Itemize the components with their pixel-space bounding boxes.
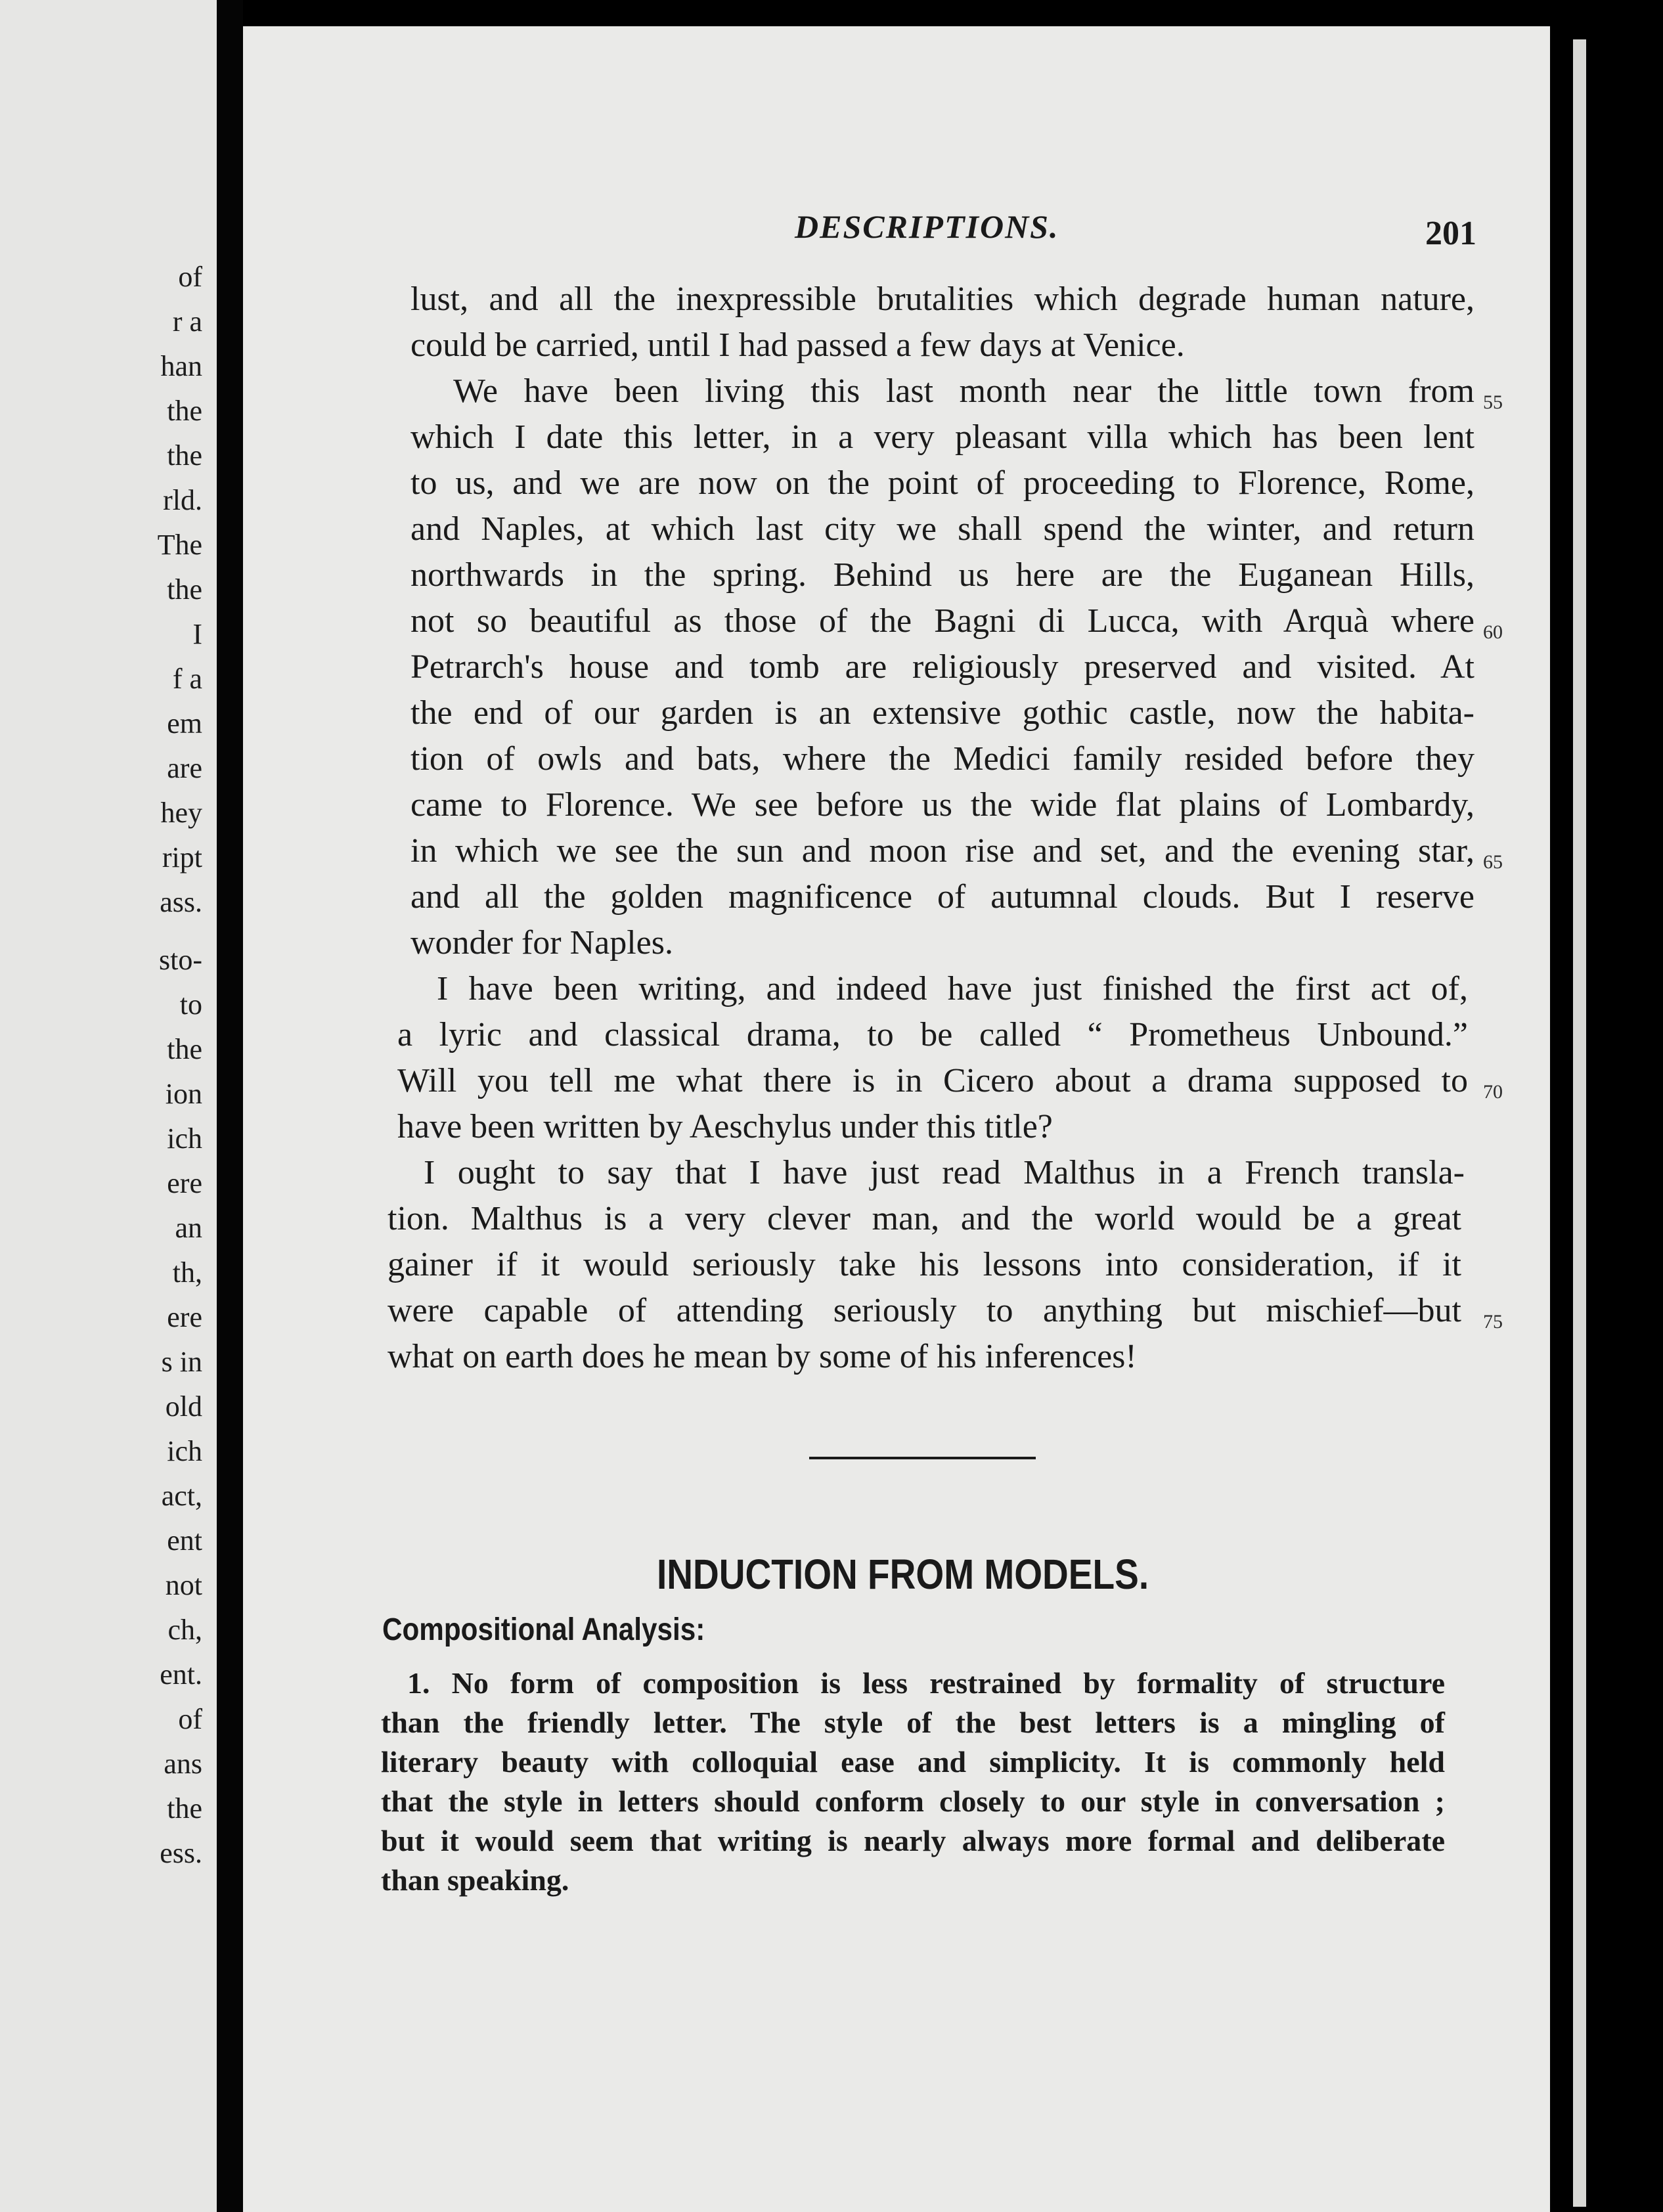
subheading: Compositional Analysis: [382, 1612, 705, 1647]
left-page-fragment: the [167, 573, 202, 606]
left-page-fragment: to [179, 988, 202, 1021]
body-line: northwards in the spring. Behind us here are the Euganean Hills, [410, 556, 1475, 594]
left-page-fragment: the [167, 1792, 202, 1825]
body-line: in which we see the sun and moon rise and set, and the evening star, [410, 832, 1475, 870]
left-page-fragment: ass. [160, 886, 202, 918]
left-page-fragment: ich [167, 1435, 202, 1467]
body-line: were capable of attending seriously to anything but mischief—but [388, 1292, 1461, 1329]
body-line: and all the golden magnificence of autumnal clouds. But I reserve [410, 878, 1475, 916]
left-page-fragment: of [178, 1703, 202, 1735]
left-page-fragment: han [160, 350, 202, 382]
left-page-fragment: I [192, 618, 202, 650]
left-page-fragment: ript [162, 841, 202, 874]
body-line: I ought to say that I have just read Malthus in a French transla- [424, 1154, 1465, 1191]
analysis-line: that the style in letters should conform closely to our style in conversation ; [381, 1784, 1445, 1818]
left-page-fragment: the [167, 1033, 202, 1065]
analysis-line: than the friendly letter. The style of the best letters is a mingling of [381, 1706, 1445, 1739]
book-gutter [217, 0, 243, 2212]
left-page-fragment: s in [161, 1346, 202, 1378]
left-page-fragment: sto- [159, 944, 202, 976]
line-number: 55 [1483, 391, 1503, 413]
left-page-fragment: ess. [160, 1837, 202, 1869]
body-line: the end of our garden is an extensive gothic castle, now the habita- [410, 694, 1475, 732]
line-number: 75 [1483, 1311, 1503, 1333]
left-page-fragment: ch, [167, 1614, 202, 1646]
page-number: 201 [1425, 215, 1476, 252]
left-page-fragment: th, [172, 1256, 202, 1289]
left-page-fragment: the [167, 395, 202, 427]
section-heading: INDUCTION FROM MODELS. [657, 1551, 1149, 1598]
analysis-line: than speaking. [381, 1863, 569, 1897]
body-line: came to Florence. We see before us the wide flat plains of Lombardy, [410, 786, 1475, 824]
left-page-fragment: ent [167, 1524, 202, 1557]
body-line: wonder for Naples. [410, 924, 673, 962]
running-head: DESCRIPTIONS. [795, 208, 1059, 245]
analysis-line: literary beauty with colloquial ease and simplicity. It is commonly held [381, 1745, 1445, 1779]
left-page-fragment: ent. [160, 1658, 202, 1691]
left-page-fragment: em [167, 707, 202, 740]
left-page-fragment: r a [172, 305, 202, 338]
section-divider [809, 1457, 1036, 1459]
body-line: lust, and all the inexpressible brutalities which degrade human nature, [410, 280, 1475, 318]
left-page-fragment: ich [167, 1122, 202, 1155]
left-page-fragment: act, [161, 1480, 202, 1512]
body-line: Petrarch's house and tomb are religiously preserved and visited. At [410, 648, 1475, 686]
body-line: a lyric and classical drama, to be called “ Prometheus Unbound.” [397, 1016, 1468, 1053]
left-page-fragment: ans [164, 1748, 202, 1780]
page-edge-strip [1573, 39, 1586, 2207]
line-number: 70 [1483, 1081, 1503, 1103]
left-page-fragment: rld. [163, 484, 202, 516]
left-page-fragment: f a [172, 663, 202, 695]
left-page-fragment: ere [167, 1167, 202, 1199]
body-line: I have been writing, and indeed have just finished the first act of, [437, 970, 1468, 1007]
body-line: tion of owls and bats, where the Medici family resided before they [410, 740, 1475, 778]
body-line: Will you tell me what there is in Cicero about a drama supposed to [397, 1062, 1468, 1099]
left-page-fragment: the [167, 439, 202, 472]
left-page-fragment: hey [160, 797, 202, 829]
body-line: what on earth does he mean by some of his inferences! [388, 1338, 1137, 1375]
left-page-fragment: ion [165, 1078, 202, 1110]
body-line: have been written by Aeschylus under this title? [397, 1108, 1053, 1145]
left-page-fragment: an [175, 1212, 202, 1244]
left-page-fragment: are [167, 752, 202, 784]
body-line: not so beautiful as those of the Bagni di Lucca, with Arquà where [410, 602, 1475, 640]
line-number: 60 [1483, 621, 1503, 643]
body-line: We have been living this last month near the little town from [453, 372, 1475, 410]
body-line: could be carried, until I had passed a few days at Venice. [410, 326, 1185, 364]
body-line: to us, and we are now on the point of proceeding to Florence, Rome, [410, 464, 1475, 502]
body-line: and Naples, at which last city we shall spend the winter, and return [410, 510, 1475, 548]
analysis-line: 1. No form of composition is less restrained by formality of structure [407, 1666, 1445, 1700]
line-number: 65 [1483, 851, 1503, 873]
page-edge-shadow [1550, 0, 1663, 2212]
left-page-fragment: The [157, 529, 202, 561]
left-page-fragment: of [178, 261, 202, 293]
left-page-fragment: not [165, 1569, 202, 1601]
left-page-fragment: ere [167, 1301, 202, 1333]
left-page-fragment: old [165, 1390, 202, 1423]
left-facing-page [0, 0, 217, 2212]
body-line: which I date this letter, in a very pleasant villa which has been lent [410, 418, 1475, 456]
analysis-line: but it would seem that writing is nearly always more formal and deliberate [381, 1824, 1445, 1857]
body-line: tion. Malthus is a very clever man, and the world would be a great [388, 1200, 1461, 1237]
body-line: gainer if it would seriously take his lessons into consideration, if it [388, 1246, 1461, 1283]
